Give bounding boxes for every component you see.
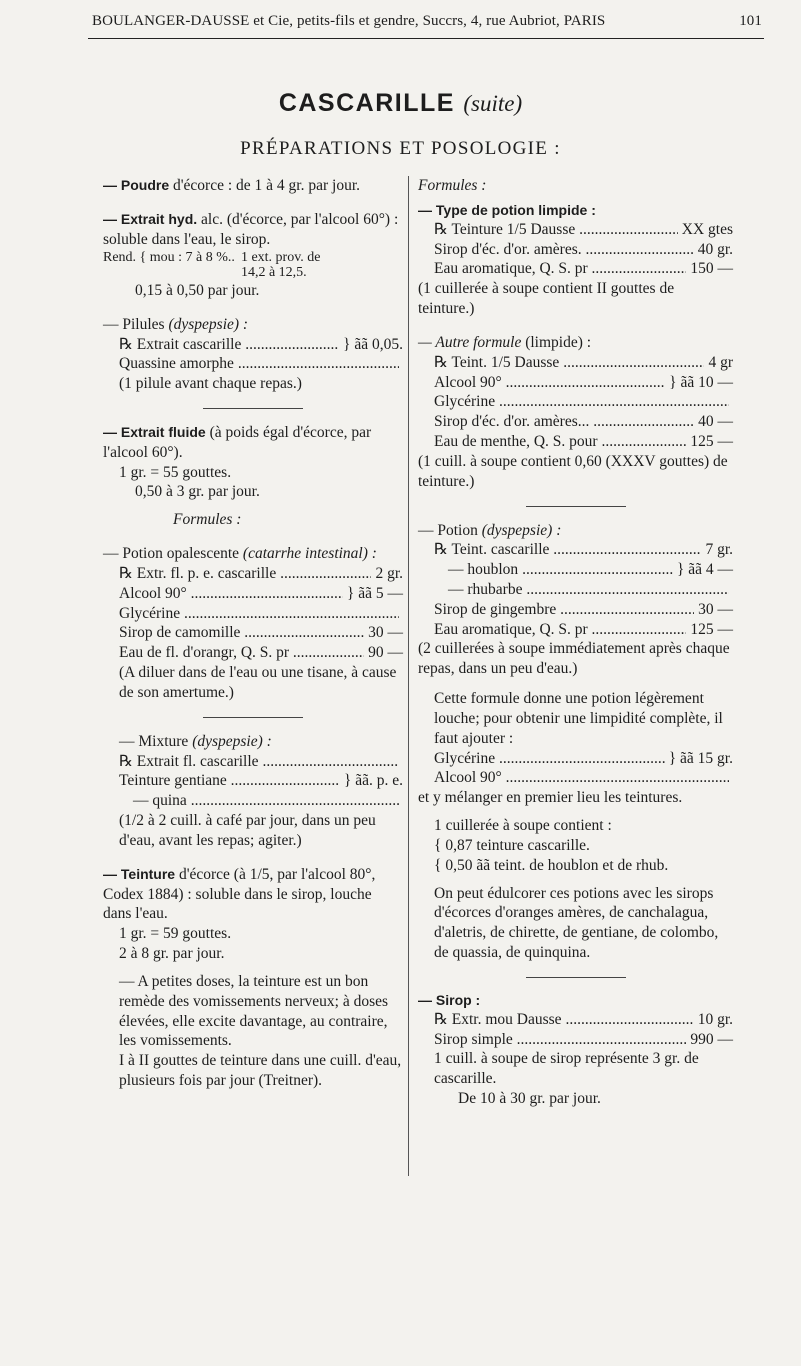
recipe-line: Alcool 90° ..... } ãã 10 — [434,373,733,393]
teinture-label: — Teinture [103,865,176,882]
right-formules-heading: Formules : [418,177,487,194]
separator [203,408,303,409]
section-subtitle: PRÉPARATIONS ET POSOLOGIE : [240,138,561,159]
teinture-line3: 2 à 8 gr. par jour. [119,945,225,963]
recipe-line: Alcool 90° ..... } ãã 5 — [119,584,403,604]
right-column [418,176,733,1123]
recipe-line: Sirop d'éc. d'or. amères. ..... 40 gr. [434,240,733,260]
recipe-line: Sirop de gingembre ..... 30 — [434,600,733,620]
recipe-line: ℞ Teint. 1/5 Dausse ..... 4 gr [434,353,733,373]
autre-label: — Autre formule [418,333,522,351]
header-rule [88,38,764,39]
formules-heading: Formules : [173,511,242,529]
sirop-note: 1 cuill. à soupe de sirop représente 3 gr. de cascarille. [434,1050,699,1088]
rpotion-note: (2 cuillerées à soupe immédiatement après chaque repas, dans un peu d'eau.) [418,640,730,678]
mixture-note: (1/2 à 2 cuill. à café par jour, dans un peu d'eau, avant les repas; agiter.) [119,812,376,849]
autre-formule-entry [418,333,733,492]
recipe-line: ℞ Extrait cascarille ..... } ãã 0,05. [119,335,403,355]
recipe-line: Alcool 90° ..... [434,768,733,788]
rpotion-contient: 1 cuillerée à soupe contient : [434,817,612,835]
recipe-line: ℞ Teint. cascarille ..... 7 gr. [434,540,733,560]
recipe-line: Teinture gentiane ..... } ãã. p. e. [119,771,403,791]
potion-note: (A diluer dans de l'eau ou une tisane, à cause de son amertume.) [119,664,397,701]
rend-prefix: Rend. { mou : 7 à 8 %.. [103,250,235,266]
extrait-hyd-dose: 0,15 à 0,50 par jour. [135,281,260,299]
title-main: CASCARILLE [278,89,455,117]
fluide-text: (à poids égal d'écorce, par l'alcool 60°). [103,424,372,461]
mixture-entry [103,732,403,851]
recipe-line: Eau aromatique, Q. S. pr ..... 150 — [434,259,733,279]
pilules-label: — Pilules [103,315,165,333]
potion-dyspepsie-entry [418,521,733,963]
page-title [0,87,801,119]
teinture-para-b: I à II gouttes de teinture dans une cuill. d'eau, plusieurs fois par jour (Treitner). [119,1052,402,1090]
rpotion-qual: (dyspepsie) : [481,521,562,539]
rpotion-c2: { 0,50 ãã teint. de houblon et de rhub. [434,856,669,874]
poudre-label: — Poudre [103,177,170,193]
sirop-entry [418,992,733,1109]
recipe-line: Glycérine ..... } ãã 15 gr. [434,749,733,769]
extrait-hyd-label: — Extrait hyd. [103,210,198,227]
teinture-entry [103,865,403,1091]
recipe-line: Sirop simple ..... 990 — [434,1030,733,1050]
recipe-line: — rhubarbe ..... [434,580,733,600]
pilules-entry [103,315,403,394]
rend-line-1: 1 ext. prov. de [240,250,321,266]
poudre-entry [103,176,403,196]
poudre-text: d'écorce : de 1 à 4 gr. par jour. [173,177,360,194]
recipe-line: Glycérine ..... [119,604,403,624]
recipe-line: ℞ Extr. mou Dausse ..... 10 gr. [434,1010,733,1030]
rpotion-c1: { 0,87 teinture cascarille. [434,836,590,854]
running-head-text: BOULANGER-DAUSSE et Cie, petits-fils et gendre, Succrs, 4, rue Aubriot, PARIS [92,13,606,29]
autre-qual: (limpide) : [525,333,592,351]
potion-opalescente-entry [103,544,403,703]
recipe-line: Sirop de camomille ..... 30 — [119,623,403,643]
recipe-line: ℞ Extr. fl. p. e. cascarille ..... 2 gr. [119,564,403,584]
fluide-line2: 1 gr. = 55 gouttes. [119,463,232,481]
pilules-qual: (dyspepsie) : [168,315,249,333]
autre-note: (1 cuill. à soupe contient 0,60 (XXXV gouttes) de teinture.) [418,452,728,490]
recipe-line: — houblon ..... } ãã 4 — [434,560,733,580]
rpotion-para3: On peut édulcorer ces potions avec les sirops d'écorces d'oranges amères, de canchalagua, d'aletris, de chirette, de gentiane, de colombo, de quassia, de quinquina. [434,884,719,962]
teinture-line2: 1 gr. = 59 gouttes. [119,925,232,943]
recipe-line: ℞ Extrait fl. cascarille ..... [119,752,403,772]
fluide-label: — Extrait fluide [103,424,206,440]
rpotion-para1: Cette formule donne une potion légèrement louche; pour obtenir une limpidité complète, il faut ajouter : [434,690,723,747]
rpotion-label: — Potion [418,521,478,539]
separator [526,506,626,507]
sirop-label: — Sirop : [418,991,481,1008]
recipe-line: ℞ Teinture 1/5 Dausse ..... XX gtes [434,220,733,240]
recipe-line: Eau de fl. d'orangr, Q. S. pr ..... 90 — [119,643,403,663]
recipe-line: — quina ..... [119,791,403,811]
extrait-fluide-entry [103,423,403,530]
type-note: (1 cuillerée à soupe contient II gouttes de teinture.) [418,280,675,318]
recipe-line: Quassine amorphe ..... [119,354,403,374]
running-header [92,12,762,31]
pilules-note: (1 pilule avant chaque repas.) [119,375,302,393]
separator [526,977,626,978]
rpotion-para2: et y mélanger en premier lieu les teintures. [418,789,683,807]
extrait-hyd-entry [103,210,403,301]
teinture-text: d'écorce (à 1/5, par l'alcool 80°, Codex 1884) : soluble dans le sirop, louche dans l'eau. [103,865,376,923]
separator [203,717,303,718]
teinture-para-a: — A petites doses, la teinture est un bon remède des vomissements nerveux; à doses élevées, elle excite davantage, au contraire, les vomissements. [119,972,389,1050]
mixture-qual: (dyspepsie) : [192,732,272,750]
fluide-line3: 0,50 à 3 gr. par jour. [135,483,260,501]
page-number: 101 [739,13,762,29]
potion-qual: (catarrhe intestinal) : [242,545,377,563]
extrait-hyd-text: alc. (d'écorce, par l'alcool 60°) : soluble dans l'eau, le sirop. [103,210,399,248]
mixture-label: — Mixture [119,732,189,750]
recipe-line: Eau aromatique, Q. S. pr ..... 125 — [434,620,733,640]
recipe-line: Eau de menthe, Q. S. pour ..... 125 — [434,432,733,452]
sirop-dose: De 10 à 30 gr. par jour. [458,1090,601,1108]
type-potion-entry [418,202,733,319]
column-divider [408,176,409,1176]
type-label: — Type de potion limpide : [418,201,596,218]
left-column [103,176,403,1105]
rend-line-2: 14,2 à 12,5. [240,265,307,281]
potion-label: — Potion opalescente [103,545,240,563]
title-suite: (suite) [463,91,523,116]
recipe-line: Sirop d'éc. d'or. amères... ..... 40 — [434,412,733,432]
recipe-line: Glycérine ..... [434,392,733,412]
